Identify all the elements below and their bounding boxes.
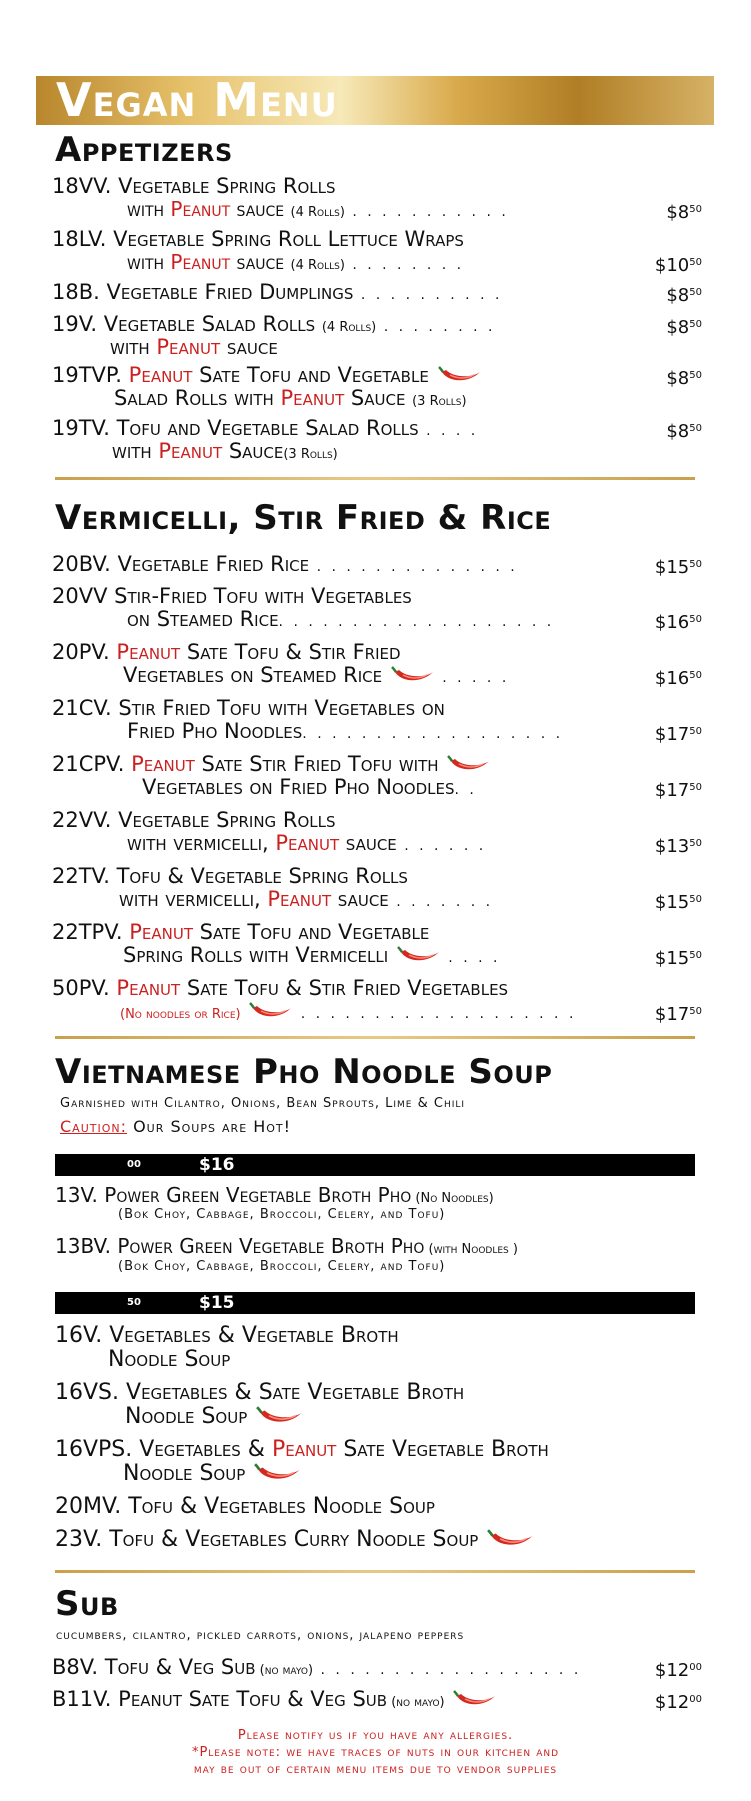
item-desc: with <box>127 197 171 221</box>
item-price: $\$17^{50}$ <box>654 1004 702 1025</box>
item-code: 22TPV. <box>52 920 123 944</box>
item-note: (4 Rolls) <box>290 258 345 273</box>
item-desc: sauce <box>230 197 291 221</box>
item-name-highlight: Peanut <box>129 920 193 944</box>
item-name-highlight: Peanut <box>271 1437 337 1462</box>
item-code: B8V. <box>52 1655 99 1679</box>
item-desc: Spring Rolls with Vermicelli <box>123 943 389 967</box>
item-desc-highlight: Peanut <box>267 887 332 911</box>
menu-item <box>52 1688 702 1711</box>
item-name: Vegetable Fried Dumplings <box>106 280 354 304</box>
item-price: $\$15^{50}$ <box>654 557 702 578</box>
item-name: Tofu & Vegetables Curry Noodle Soup <box>109 1527 479 1552</box>
item-desc: with <box>127 250 171 274</box>
item-code: 22VV. <box>52 808 112 832</box>
item-desc-highlight: Peanut <box>156 335 221 359</box>
item-name: Sate Stir Fried Tofu with <box>194 752 439 776</box>
menu-item: 21CV. Stir Fried Tofu with Vegetables on Fried Pho Noodles. . . . . . . . . . . . . . . . . . $\$17^{50}$ <box>52 696 702 745</box>
item-price: $\$17^{50}$ <box>654 780 702 801</box>
menu-item: 18B. Vegetable Fried Dumplings . . . . . . . . . . $\$8^{50}$ <box>52 280 702 306</box>
allergy-notice: Please notify us if you have any allergies. <box>237 1728 514 1743</box>
item-desc: Salad Rolls with <box>114 386 281 410</box>
item-code: 16VPS. <box>55 1437 133 1462</box>
supply-notice: may be out of certain menu items due to vendor supplies <box>193 1762 558 1777</box>
item-name: Stir Fried Tofu with Vegetables on <box>118 696 445 720</box>
garnish-note: Garnished with Cilantro, Onions, Bean Sprouts, Lime & Chili <box>60 1096 466 1111</box>
item-name-cont: Noodle Soup <box>108 1347 231 1372</box>
item-name-highlight: Peanut <box>116 976 181 1000</box>
section-title-sub: Sub <box>55 1584 119 1624</box>
item-code: 22TV. <box>52 864 110 888</box>
item-desc: sauce <box>220 335 278 359</box>
item-note: (no mayo) <box>255 1663 314 1678</box>
section-title-pho: Vietnamese Pho Noodle Soup <box>55 1052 553 1092</box>
item-note: (3 Rolls) <box>283 447 338 462</box>
chili-pepper-icon <box>453 1690 497 1710</box>
item-price: $\$15^{50}$ <box>654 948 702 969</box>
item-name: Peanut Sate Tofu & Veg Sub <box>118 1687 388 1711</box>
item-code: 20MV. <box>55 1494 122 1519</box>
item-note: (No Noodles) <box>411 1191 494 1206</box>
menu-item: B8V. Tofu & Veg Sub (no mayo) . . . . . . . . . . . . . . . . . . $\$12^{00}$ <box>52 1655 702 1681</box>
item-price: $\$16^{50}$ <box>654 612 702 633</box>
sub-desc: cucumbers, cilantro, pickled carrots, onions, jalapeno peppers <box>56 1628 465 1643</box>
item-name: Tofu & Veg Sub <box>104 1655 256 1679</box>
item-desc: Fried Pho Noodles <box>127 719 303 743</box>
item-desc: Vegetables on Steamed Rice <box>123 663 383 687</box>
item-name: Vegetables & Sate Vegetable Broth <box>126 1380 465 1405</box>
chili-pepper-icon <box>397 946 441 966</box>
item-price: $\$17^{50}$ <box>654 724 702 745</box>
item-name: Stir-Fried Tofu with Vegetables <box>114 584 412 608</box>
item-desc: sauce <box>230 250 291 274</box>
item-name: Vegetables & Vegetable Broth <box>109 1323 399 1348</box>
price-bar: $15 $^{50}$ <box>55 1292 695 1314</box>
item-price: $\$12^{00}$ <box>654 1692 702 1713</box>
caution-note <box>60 1117 291 1136</box>
item-name-highlight: Peanut <box>116 640 181 664</box>
divider <box>55 477 695 480</box>
item-name: Sate Tofu and Vegetable <box>193 920 430 944</box>
item-desc: with vermicelli, <box>127 831 276 855</box>
item-desc-highlight: Peanut <box>170 197 231 221</box>
item-code: 50PV. <box>52 976 110 1000</box>
item-desc: on Steamed Rice <box>127 607 279 631</box>
menu-item: 22VV. Vegetable Spring Rolls with vermicelli, Peanut sauce . . . . . . $\$13^{50}$ <box>52 808 702 857</box>
menu-item: 20PV. Peanut Sate Tofu & Stir Fried Vegetables on Steamed Rice . . . . . $\$16^{50}$ <box>52 640 702 689</box>
item-note: (3 Rolls) <box>412 394 467 409</box>
menu-title: Vegan Menu <box>56 73 338 127</box>
item-code: 19V. <box>52 312 98 336</box>
item-code: 19TVP. <box>52 363 122 387</box>
menu-item: 50PV. Peanut Sate Tofu & Stir Fried Vegetables (No noodles or Rice) . . . . . . . . . . . . . . . . . . . $\$17^{50}$ <box>52 976 702 1025</box>
item-code: B11V. <box>52 1687 112 1711</box>
menu-item <box>55 1380 464 1405</box>
item-name: Tofu & Vegetables Noodle Soup <box>128 1494 435 1519</box>
item-code: 18VV. <box>52 174 112 198</box>
chili-pepper-icon <box>487 1529 535 1551</box>
menu-item <box>55 1234 518 1258</box>
item-code: 20PV. <box>52 640 110 664</box>
menu-item <box>55 1527 535 1552</box>
item-price: $\$8^{50}$ <box>666 421 702 442</box>
item-desc: sauce <box>339 831 397 855</box>
menu-item: 20VV Stir-Fried Tofu with Vegetables on Steamed Rice. . . . . . . . . . . . . . . . . . . $\$16^{50}$ <box>52 584 702 633</box>
item-name-highlight: Peanut <box>128 363 193 387</box>
item-name: Sate Tofu and Vegetable <box>192 363 429 387</box>
item-name: Power Green Vegetable Broth Pho <box>104 1183 412 1207</box>
menu-item <box>52 364 702 410</box>
menu-item <box>55 1437 549 1462</box>
item-code: 19TV. <box>52 416 110 440</box>
chili-pepper-icon <box>256 1406 304 1428</box>
item-name: Vegetable Spring Roll Lettuce Wraps <box>113 227 464 251</box>
item-desc: Sauce <box>344 386 413 410</box>
section-title-appetizers: Appetizers <box>55 130 233 170</box>
item-note: (with Noodles ) <box>424 1242 518 1257</box>
item-desc: with vermicelli, <box>119 887 268 911</box>
item-name: Tofu & Vegetable Spring Rolls <box>116 864 408 888</box>
banner <box>36 73 714 127</box>
item-price: $\$10^{50}$ <box>654 255 702 276</box>
chili-pepper-icon <box>391 666 435 686</box>
item-name: Sate Tofu & Stir Fried Vegetables <box>180 976 509 1000</box>
item-desc-highlight: Peanut <box>158 439 223 463</box>
item-desc: with <box>112 439 159 463</box>
item-code: 20BV. <box>52 552 111 576</box>
item-name: Tofu and Vegetable Salad Rolls <box>116 416 419 440</box>
item-price: $\$8^{50}$ <box>666 368 702 389</box>
menu-item: 22TV. Tofu & Vegetable Spring Rolls with vermicelli, Peanut sauce . . . . . . . $\$15^{50}$ <box>52 864 702 913</box>
item-desc: (Bok Choy, Cabbage, Broccoli, Celery, and Tofu) <box>118 1259 446 1274</box>
section-title-vermicelli: Vermicelli, Stir Fried & Rice <box>55 498 552 538</box>
item-name-highlight: Peanut <box>131 752 195 776</box>
item-name: Vegetable Salad Rolls <box>103 312 322 336</box>
menu-item <box>55 1494 435 1519</box>
menu-item: 19TV. Tofu and Vegetable Salad Rolls . . . . $\$8^{50}$ with Peanut Sauce(3 Rolls) <box>52 416 702 463</box>
item-note: (No noodles or Rice) <box>120 1007 241 1022</box>
item-code: 21CPV. <box>52 752 125 776</box>
divider <box>55 1570 695 1573</box>
item-name: Sate Vegetable Broth <box>336 1437 549 1462</box>
item-name-cont: Noodle Soup <box>125 1404 304 1429</box>
item-note: (4 Rolls) <box>290 205 345 220</box>
chili-pepper-icon <box>254 1463 302 1485</box>
divider <box>55 1036 695 1039</box>
caution-text: Our Soups are Hot! <box>127 1117 292 1136</box>
item-price: $\$15^{50}$ <box>654 892 702 913</box>
item-price: $\$8^{50}$ <box>666 202 702 223</box>
item-desc: Vegetables on Fried Pho Noodles <box>142 775 455 799</box>
item-name-cont: Noodle Soup <box>123 1461 302 1486</box>
item-name: Vegetables & <box>139 1437 272 1462</box>
item-code: 16VS. <box>55 1380 120 1405</box>
item-code: 21CV. <box>52 696 112 720</box>
item-code: 18B. <box>52 280 100 304</box>
menu-item: 20BV. Vegetable Fried Rice . . . . . . . . . . . . . . $\$15^{50}$ <box>52 552 702 578</box>
chili-pepper-icon <box>447 755 491 775</box>
item-name: Power Green Vegetable Broth Pho <box>117 1234 425 1258</box>
item-price: $\$12^{00}$ <box>654 1660 702 1681</box>
item-price: $\$13^{50}$ <box>654 836 702 857</box>
item-code: 20VV <box>52 584 108 608</box>
item-name: Sate Tofu & Stir Fried <box>180 640 401 664</box>
chili-pepper-icon <box>249 1002 293 1022</box>
item-code: 13BV. <box>55 1234 112 1258</box>
price-bar: $16 $^{00}$ <box>55 1154 695 1176</box>
item-name: Vegetable Spring Rolls <box>118 174 336 198</box>
item-desc-highlight: Peanut <box>170 250 231 274</box>
item-price: $\$8^{50}$ <box>666 317 702 338</box>
menu-item: 21CPV. Peanut Sate Stir Fried Tofu with Vegetables on Fried Pho Noodles. . $\$17^{50}$ <box>52 752 702 801</box>
chili-pepper-icon <box>438 366 482 386</box>
item-name: Vegetable Spring Rolls <box>118 808 336 832</box>
menu-item <box>55 1183 494 1207</box>
item-desc: (Bok Choy, Cabbage, Broccoli, Celery, and Tofu) <box>118 1207 446 1222</box>
menu-item <box>55 1323 399 1348</box>
menu-item: 18LV. Vegetable Spring Roll Lettuce Wraps with Peanut sauce (4 Rolls) . . . . . . . . $\$10^{50}$ <box>52 227 702 276</box>
item-code: 18LV. <box>52 227 107 251</box>
item-note: (no mayo) <box>387 1695 445 1710</box>
item-code: 13V. <box>55 1183 98 1207</box>
item-desc: sauce <box>331 887 389 911</box>
item-desc: with <box>110 335 157 359</box>
item-desc: Sauce <box>222 439 284 463</box>
item-name: Vegetable Fried Rice <box>117 552 310 576</box>
caution-label: Caution: <box>60 1117 127 1136</box>
item-price: $\$16^{50}$ <box>654 668 702 689</box>
item-code: 23V. <box>55 1527 103 1552</box>
item-desc-highlight: Peanut <box>280 386 345 410</box>
item-desc-highlight: Peanut <box>275 831 340 855</box>
nuts-notice: *Please note: we have traces of nuts in our kitchen and <box>191 1745 560 1760</box>
item-note: (4 Rolls) <box>321 320 377 335</box>
menu-item: 19V. Vegetable Salad Rolls (4 Rolls) . . . . . . . . $\$8^{50}$ with Peanut sauce <box>52 312 702 359</box>
menu-item: 18VV. Vegetable Spring Rolls with Peanut sauce (4 Rolls) . . . . . . . . . . . $\$8^{50}$ <box>52 174 702 223</box>
item-code: 16V. <box>55 1323 103 1348</box>
item-price: $\$8^{50}$ <box>666 285 702 306</box>
menu-item: 22TPV. Peanut Sate Tofu and Vegetable Spring Rolls with Vermicelli . . . . $\$15^{50}$ <box>52 920 702 969</box>
